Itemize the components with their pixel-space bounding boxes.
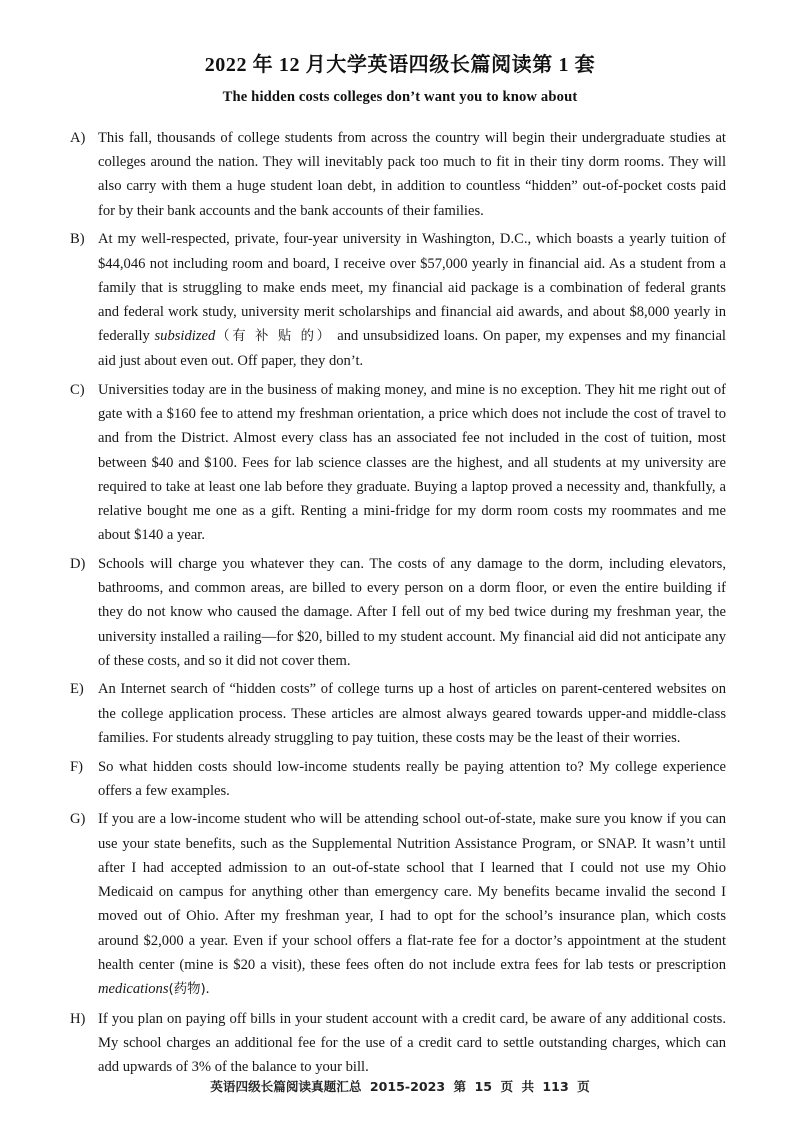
paragraph-label-a: A)	[70, 130, 86, 146]
article-body	[70, 126, 726, 1084]
paragraph-f	[70, 755, 726, 803]
paragraph-text-h: If you plan on paying off bills in your student account with a credit card, be aware of any additional costs. My school charges an additional fee for the use of a credit card to settle outstanding charges, which can add upwards of 3% of the balance to your bill.	[98, 1010, 726, 1076]
footer-page-number: 15	[474, 1079, 493, 1094]
paragraph-g-italic-term: medications	[98, 980, 169, 997]
paragraph-c	[70, 378, 726, 547]
paragraph-text-f: So what hidden costs should low-income students really be paying attention to? My college experience offers a few examples.	[98, 758, 726, 799]
paragraph-text-c: Universities today are in the business of making money, and mine is no exception. They hit me right out of gate with a $160 fee to attend my freshman orientation, a price which does not include the cost of travel to and from the District. Almost every class has an associated fee not included in the cost of tuition, most between $40 and $100. Fees for lab science classes are the highest, and all students at my university are required to take at least one lab before they graduate. Buying a laptop proved a necessity and, thankfully, a relative bought me one as a gift. Renting a mini-fridge for my dorm room costs my roommates and me about $140 a year.	[98, 382, 726, 544]
paragraph-label-g: G)	[70, 811, 86, 828]
paragraph-g-part2: .	[205, 980, 210, 997]
footer-total-unit: 页	[577, 1079, 590, 1094]
paragraph-label-b: B)	[70, 231, 85, 248]
paragraph-label-d: D)	[70, 555, 86, 572]
paragraph-label-e: E)	[70, 681, 84, 698]
page-subtitle: The hidden costs colleges don’t want you to know about	[222, 89, 578, 105]
paragraph-b	[70, 227, 726, 373]
paragraph-text-a: This fall, thousands of college students from across the country will begin their undergraduate studies at colleges around the nation. They will inevitably pack too much to fit in their tiny dorm rooms. They will also carry with them a huge student loan debt, in addition to countless “hidden” out-of-pocket costs paid for by their bank accounts and the bank accounts of their families.	[98, 130, 726, 219]
footer-year-range: 2015-2023	[369, 1079, 446, 1094]
paragraph-text-g	[98, 807, 726, 1002]
paragraph-label-h: H)	[70, 1010, 86, 1027]
paragraph-label-f: F)	[70, 758, 83, 775]
paragraph-b-part2: and unsubsidized loans. On paper, my expenses and my financial aid just about even out. Off paper, they don’t.	[98, 328, 726, 370]
paragraph-b-chinese-gloss: （有 补 贴 的）	[215, 329, 333, 345]
page-footer	[0, 1076, 800, 1095]
paragraph-e	[70, 677, 726, 750]
footer-total-pages: 113	[542, 1079, 569, 1094]
paragraph-a	[70, 126, 726, 223]
paragraph-b-italic-term: subsidized	[154, 328, 216, 345]
paragraph-text-d: Schools will charge you whatever they can. The costs of any damage to the dorm, including elevators, bathrooms, and common areas, are billed to every person on a dorm floor, or even the entire building if they do not know who caused the damage. After I fell out of my bed twice during my freshman year, the university installed a railing—for $20, billed to my student account. My financial aid did not anticipate any of these costs, and so it did not cover them.	[98, 555, 726, 669]
paragraph-d	[70, 552, 726, 673]
paragraph-b-part1: At my well-respected, private, four-year university in Washington, D.C., which boasts a yearly tuition of $44,046 not including room and board, I receive over $57,000 yearly in financial aid. As a student from a family that is struggling to make ends meet, my financial aid package is a combination of federal grants and federal work study, university merit scholarships and financial aid awards, and about $8,000 yearly in federally	[98, 231, 726, 345]
paragraph-label-c: C)	[70, 382, 85, 399]
footer-page-prefix: 第	[453, 1079, 467, 1094]
paragraph-h	[70, 1007, 726, 1080]
paragraph-g	[70, 807, 726, 1002]
footer-source: 英语四级长篇阅读真题汇总	[210, 1079, 362, 1094]
footer-total-prefix: 共	[521, 1079, 535, 1094]
paragraph-g-chinese-gloss: (药物)	[168, 981, 206, 997]
paragraph-text-e: An Internet search of “hidden costs” of college turns up a host of articles on parent-centered websites on the college application process. These articles are almost always geared towards upper-and middle-class families. For students already struggling to pay tuition, these costs may be the least of their worries.	[98, 681, 726, 746]
paragraph-text-b	[98, 227, 726, 373]
page-title: 2022 年 12 月大学英语四级长篇阅读第 1 套	[204, 54, 596, 76]
footer-page-unit: 页	[500, 1079, 514, 1094]
paragraph-g-part1: If you are a low-income student who will be attending school out-of-state, make sure you know if you can use your state benefits, such as the Supplemental Nutrition Assistance Program, or SNAP. It wasn’t until after I had accepted admission to an out-of-state school that I learned that I could not use my Ohio Medicaid on campus for anything other than emergency care. My benefits became invalid the second I moved out of Ohio. After my freshman year, I had to opt for the school’s insurance plan, which costs around $2,000 a year. Even if your school offers a flat-rate fee for a doctor’s appointment at the student health center (mine is $20 a visit), these fees often do not include extra fees for lab tests or prescription	[98, 811, 726, 973]
